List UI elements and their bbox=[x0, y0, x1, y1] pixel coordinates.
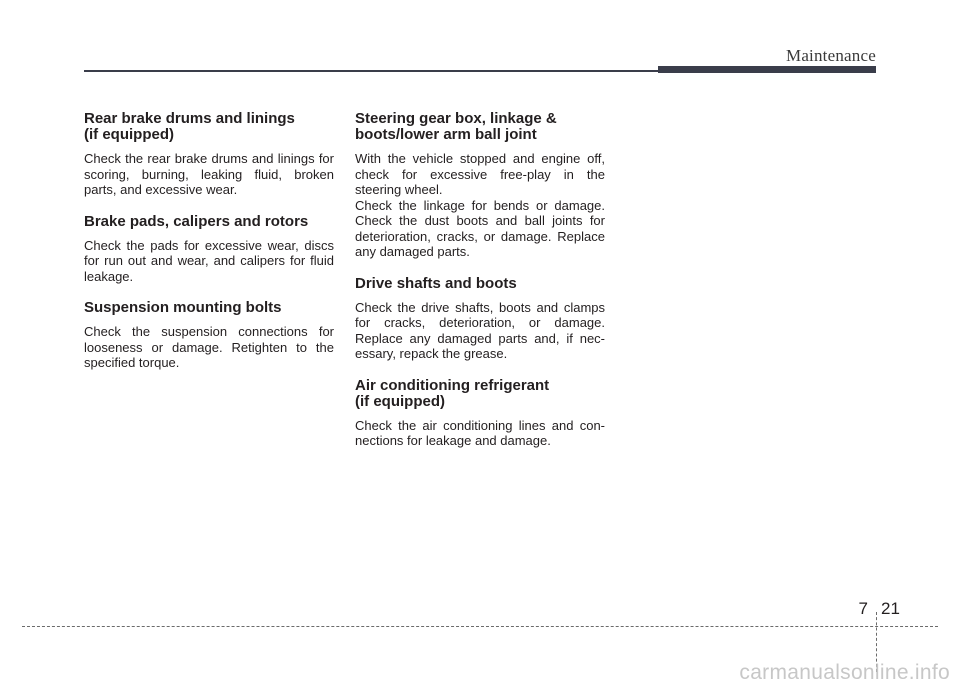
section-suspension-bolts bbox=[84, 300, 334, 371]
section-body: Check the rear brake drums and linings for scoring, burning, leaking fluid, broken parts, and excessive wear. bbox=[84, 151, 334, 197]
footer-rule bbox=[22, 626, 938, 627]
section-body: Check the pads for excessive wear, discs for run out and wear, and calipers for fluid leakage. bbox=[84, 237, 334, 284]
section-brake-pads bbox=[84, 214, 334, 285]
section-body: With the vehicle stopped and engine off, check for excessive free-play in the steering wheel. bbox=[355, 151, 605, 197]
left-column bbox=[84, 111, 334, 387]
header-rule bbox=[84, 70, 660, 72]
section-body: Check the linkage for bends or damage. Check the dust boots and ball joints for deterioration, cracks, or damage. Replace any damaged parts. bbox=[355, 197, 605, 259]
section-heading: Suspension mounting bolts bbox=[84, 299, 282, 316]
section-rear-brake-drums bbox=[84, 111, 334, 198]
section-body: Check the air conditioning lines and con-nections for leakage and damage. bbox=[355, 417, 605, 448]
right-column bbox=[355, 111, 605, 465]
section-air-conditioning bbox=[355, 378, 605, 449]
section-body: Check the suspension connections for looseness or damage. Retighten to the specified torque. bbox=[84, 324, 334, 370]
chapter-number: 7 bbox=[858, 599, 868, 618]
heading-line: (if equipped) bbox=[84, 126, 174, 143]
watermark: carmanualsonline.info bbox=[739, 661, 950, 684]
section-steering-gear bbox=[355, 111, 605, 260]
section-heading: Brake pads, calipers and rotors bbox=[84, 212, 309, 230]
heading-line: (if equipped) bbox=[355, 392, 445, 410]
section-heading bbox=[84, 111, 334, 143]
header-rule-accent bbox=[658, 66, 876, 73]
page-number: 21 bbox=[881, 599, 900, 618]
heading-line: boots/lower arm ball joint bbox=[355, 126, 537, 143]
section-body: Check the drive shafts, boots and clamps for cracks, deterioration, or damage. Replace any damaged parts and, if nec-essary, repack the grease. bbox=[355, 299, 605, 361]
heading-line: Air conditioning refrigerant bbox=[355, 376, 550, 394]
heading-line: Rear brake drums and linings bbox=[84, 110, 295, 127]
heading-line: Steering gear box, linkage & bbox=[355, 110, 557, 127]
section-heading: Drive shafts and boots bbox=[355, 274, 517, 292]
section-heading bbox=[355, 378, 605, 410]
section-drive-shafts bbox=[355, 276, 605, 362]
section-title: Maintenance bbox=[786, 46, 876, 65]
section-heading bbox=[355, 111, 605, 143]
